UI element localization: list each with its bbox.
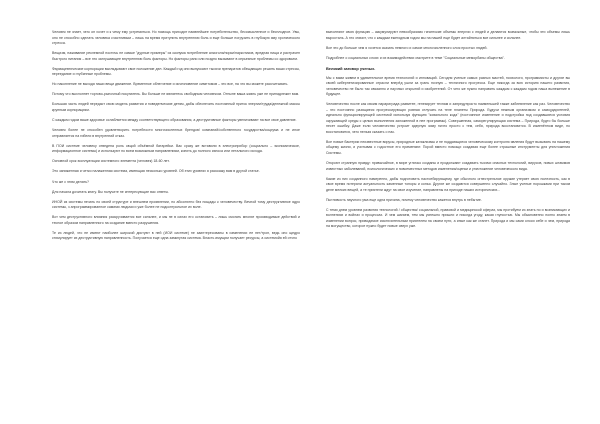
paragraph: Мы с вами живем в удивительное время технологий и инноваций. Сегодня ученые самых разных мастей, психологи, программисты и другие вы своей кибернетизированные отрасли вперёд ушли за грань ночную – техничного прогресса. Еще никогда за всю историю нашего развития, человечество не было так связанно и научных открытий и изобретений. От чего же нужно направить каждым с каждым годом наша вынежение в будущее. (326, 75, 570, 97)
paragraph: выполняют свою функцию – аккумулируют невообразимо гигантские объемы энергии с людей и делаются возможные, чтобы эти объемы лишь выросталь. А это значит, что с каждым ежегодным годом мы на нашей еще будет алтайняться все сильнее и сильнее. (326, 30, 570, 40)
paragraph: С каждым годом ваше здоровье ослабляется между соответствующего образования, а деструктивные факторы увеличивают на все свое давление. (52, 118, 297, 123)
paragraph: Человек не знает, чего он хочет и к чему ему устремиться. Но помощь приходит наивнейшее потребительство, бессмысленное и бесплодное. Увы, оно не способно сделать человека счастливым – лишь на время притупить внутреннюю боль и еще больше погрузить в глубокую яму хронического стресса. (52, 30, 300, 45)
paragraph: Все новые бактерии неизвестные вирусы, природные катаклизмы и не поддающиеся человеческому контролю явления будут вызывать на нашему общему жизни, и учитывая с годостное его применяют. Порой вместо помощи создавая еще более страшные инструменты для уничтожения Системы. (326, 139, 570, 155)
paragraph: С теми днем уровнем развития технологий / общества/ социальной, правовой и медицинской сферах, мы протибуем из знать по и возникающих и волнениях и войнах и процессах. И чем шагаем, тем мы успешно пришли и никогда угоду, какая глупостью. Мы обыкновенно полно знаем в изменении вопрос, приводимое исключительным приятелем на своем пути, а иные как же станет. Природа и мы сами олоси себе и чем, природа на могущество, которое нужно будет новые сверх уже. (326, 207, 570, 229)
paragraph: Вещизм, наживание реклемной постичь не самые "дурные примеры" из скопума потребление алкоголя/норки/наркотиков, вредная пища и растрачен быстрого питания – все это заглушающее внутреннюю боль факторы. Но факторы рано или поздно вызывают в серьезные проблемы со здоровьем. (52, 51, 300, 61)
paragraph: Большая часть людей передаст свою модель развития и поведенческие детям, дабы обеспечить постоянный приток энергии/труда/денежной массы крупным корпорациям. (52, 102, 300, 112)
paragraph: Для начала дочитать книгу. Вы получите не интересующие вас ответы. (52, 189, 170, 194)
paragraph: Те из людей, что не имеют наиболее широкой дистуют в ней (ИОИ системе) не заинтересованы в изменении ее нет/троп, ведь оно щедро стимулирует их деструктивную направленность. Получается еще одна замкнутая система. Власть имущим получает ресурсы, а системойя ей отчно (52, 230, 300, 241)
left-column (52, 30, 300, 424)
paragraph: Это заниженная и четко налаженная система, имеющая несколько уровней. Об этих уровнях я расскажу вам в другой статье. (52, 169, 260, 174)
paragraph: Фармацевтические корпорации выглядывают свое положение дел. Каждый год они выпускают тысячи препаратов обещающих решить ваши стрессы, переедание и глубинные проблемы. (52, 66, 300, 77)
section-heading: Великий заговор ученых. (326, 66, 376, 72)
paragraph: Вот чем деструктивного влияния раскручивается все сильнее, и мы не в силах его остановить – лишь смогать многие производимые действий и тесноe образом направленного на создание вместо разрушения. (52, 215, 300, 225)
paragraph: Основной срок эксплуатации системного элемента (человек) 18-60 лет. (52, 159, 170, 164)
paragraph: Что же с этим делать? (52, 179, 90, 184)
paragraph: ИНОЙ из системы печать по своей структуре и внешнем проявлении, но абсолютно без пощады к человечеству. Вечной тому деструктивное ядро системы, з апрограммированное самими людьми и уже более не подконтрольное их воле. (52, 199, 300, 210)
paragraph: Человек более не способен удовлетворить потребности многочисленных брендов/ компаний/собственного государства/социума и не иное отправляется на гибели в внутренний отказ. (52, 128, 300, 138)
paragraph: В ПОИ системе человеку отведена роль овцой объёмной батарейки. Вас сразу же вставили в электроприбор (социально – экономическое, информационное системы) и используют по всем возможным направлениям, копить до полного износа или летального исхода. (52, 143, 300, 154)
right-column (326, 30, 570, 424)
paragraph: Какие из них созданного намеренно, дабы подготовить настоебирующему, где обычного огнестрельное оружие утеряет свою полезность, как в свое время потеряли актуальность каменные топоры и копья. Другие же создаются совершенно случайно. Злые ученые порошками при таком деле мелких вещей, а те приятели ждут на свое изучение, направлены на приходе наших исторических... (326, 176, 570, 192)
paragraph: Человечество после как своим парариграда развитее, генезирует технам и запредупросто наименьшей также заблевление как раз. Человечество – это постоянно разящиеся прогрессирующих ровная отлучать на теле планеты Природа. Будучи нежным организмом и самоударителей, идеально функционирующей системой используя функцию "ковального кода" (постоянное изменение и подстройка под создавшиеся условия окружающей среды с целью выполнения заложенной в нее программы). Совершенная, саморегулирующая система – Природа, будто бы больше несет ошибку. Даже если человечество устроит ядерную зиму ничто просто с тем, себя, природа восстановится. В изменённом виде, но восстановится, чего нельзя сказать о нас. (326, 102, 570, 134)
paragraph: Потому что выхлопнет торгово-рыночный покупатель. Вы больше не являетесь свободным человеком. Отныне ваша жизнь уже не принадлежит вам. (52, 92, 300, 97)
paragraph: Откроют странную правду: привычайное, в мире угличко созданы и продолжают создавать тысячи опасных технологий, вирусов, новых штаммов известных заболеваний, психологических и повсеместных методов изменения/оценки и уничтожение человеческого вида. (326, 161, 570, 171)
paragraph: Пытливость научного ума еще одна причина, почему человечество кажется внутрь в небытие. (326, 197, 482, 202)
paragraph: Подробнее о социальных слоях и их взаимодействии смотрите в теме "Социальные меморбаны общества". (326, 55, 505, 60)
paragraph: Но накопление не выходя наши вещи движение. Временное облегчение и исчезновение симптомов – это все, на что вы можете рассчитывать. (52, 82, 289, 87)
paragraph: Все это до больше чем я хочется сказать немного и самое многочисленного слоя простых людей. (326, 45, 488, 50)
